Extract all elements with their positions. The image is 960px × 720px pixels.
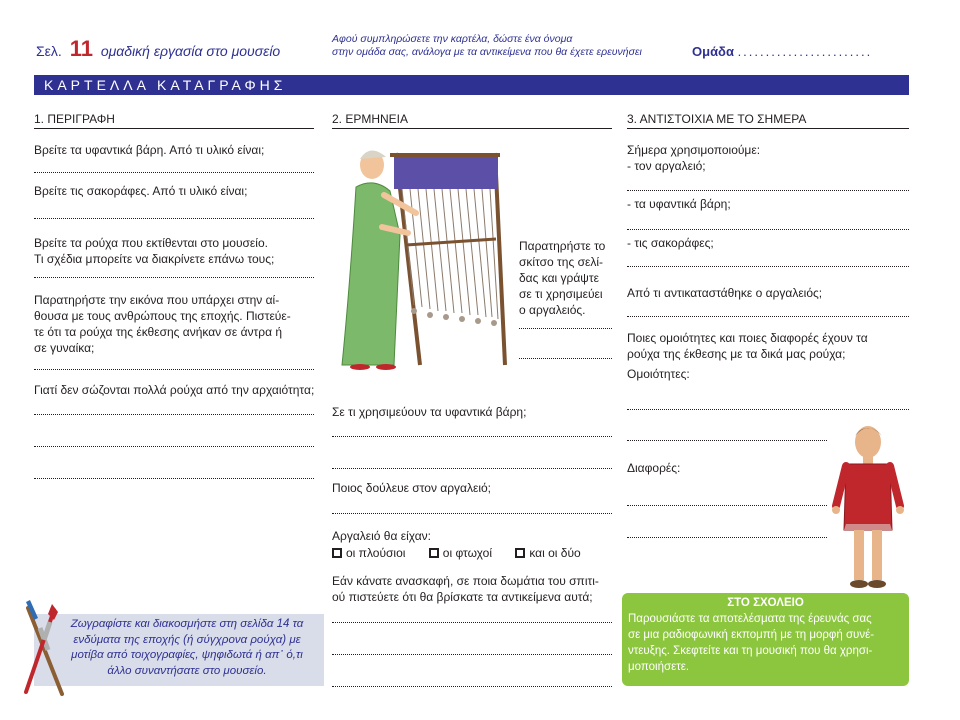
col3-heading: 3. ΑΝΤΙΣΤΟΙΧΙΑ ΜΕ ΤΟ ΣΗΜΕΡΑ — [627, 112, 807, 126]
answer-line[interactable] — [332, 468, 612, 469]
checkbox-icon[interactable] — [515, 548, 525, 558]
col2-rule — [332, 128, 612, 129]
page-number: 11 — [69, 36, 93, 61]
card-banner: ΚΑΡΤΕΛΛΑ ΚΑΤΑΓΡΑΦΗΣ — [34, 75, 909, 95]
answer-line[interactable] — [627, 537, 827, 538]
answer-line[interactable] — [627, 190, 909, 191]
team-dots: ........................ — [737, 44, 873, 59]
answer-line[interactable] — [332, 513, 612, 514]
col3-similarities: Ομοιότητες: — [627, 367, 690, 381]
col1-q5: Γιατί δεν σώζονται πολλά ρούχα από την αρχαιότητα; — [34, 383, 315, 397]
loom-woman-illustration — [330, 135, 510, 375]
col1-q4: Παρατηρήστε την εικόνα που υπάρχει στην αί- θουσα με τους ανθρώπους της εποχής. Πιστεύε- τε ότι τα ρούχα της έκθεσης ανήκαν σε άντρα ή σε γυναίκα; — [34, 293, 291, 355]
team-label: Ομάδα — [692, 44, 734, 59]
answer-line[interactable] — [34, 446, 314, 447]
at-school-title: ΣΤΟ ΣΧΟΛΕΙΟ — [727, 597, 804, 609]
col2-options — [332, 545, 581, 561]
checkbox-poor[interactable]: οι φτωχοί — [429, 546, 492, 560]
page-title: ομαδική εργασία στο μουσείο — [100, 43, 281, 59]
answer-line[interactable] — [34, 478, 314, 479]
col3-rule — [627, 128, 909, 129]
col1-q1: Βρείτε τα υφαντικά βάρη. Από τι υλικό είναι; — [34, 143, 265, 157]
answer-line[interactable] — [627, 505, 827, 506]
answer-line[interactable] — [627, 316, 909, 317]
answer-line[interactable] — [34, 277, 314, 278]
page-header — [36, 36, 280, 62]
col2-q2: Ποιος δούλευε στον αργαλειό; — [332, 481, 492, 495]
col1-q3: Βρείτε τα ρούχα που εκτίθενται στο μουσείο. Τι σχέδια μπορείτε να διακρίνετε επάνω τους; — [34, 236, 275, 266]
answer-line[interactable] — [34, 414, 314, 415]
team-name-field[interactable] — [692, 44, 872, 59]
answer-line[interactable] — [627, 266, 909, 267]
col3-q2: Ποιες ομοιότητες και ποιες διαφορές έχουν τα ρούχα της έκθεσης με τα δικά μας ρούχα; — [627, 331, 868, 361]
col3-differences: Διαφορές: — [627, 461, 681, 475]
header-instructions: Αφού συμπληρώσετε την καρτέλα, δώστε ένα όνομα στην ομάδα σας, ανάλογα με τα αντικείμενα που θα έχετε ερευνήσει — [332, 33, 642, 58]
answer-line[interactable] — [627, 229, 909, 230]
answer-line[interactable] — [332, 622, 612, 623]
drawing-instruction-text: Ζωγραφίστε και διακοσμήστε στη σελίδα 14 τα ενδύματα της εποχής (ή σύγχρονα ρούχα) με μοτίβα από τοιχογραφίες, ψηφιδωτά ή απ᾽ ό,τι άλλο συναντήσατε στο μουσείο. — [70, 618, 304, 677]
answer-line[interactable] — [627, 409, 909, 410]
answer-line[interactable] — [627, 440, 827, 441]
answer-line[interactable] — [34, 369, 314, 370]
answer-line[interactable] — [519, 328, 612, 329]
col1-heading: 1. ΠΕΡΙΓΡΑΦΗ — [34, 112, 115, 126]
col3-i2: - τα υφαντικά βάρη; — [627, 197, 731, 211]
col2-q3: Αργαλειό θα είχαν: — [332, 529, 431, 543]
page-prefix: Σελ. — [36, 43, 62, 59]
col2-q4: Εάν κάνατε ανασκαφή, σε ποια δωμάτια του σπιτι- ού πιστεύετε ότι θα βρίσκατε τα αντικείμενα αυτά; — [332, 574, 599, 604]
checkbox-both[interactable]: και οι δύο — [515, 546, 580, 560]
col2-q1: Σε τι χρησιμεύουν τα υφαντικά βάρη; — [332, 405, 527, 419]
col1-rule — [34, 128, 314, 129]
col2-side-text: Παρατηρήστε το σκίτσο της σελί- δας και γράψτε σε τι χρησιμεύει ο αργαλειός. — [519, 239, 606, 317]
answer-line[interactable] — [332, 654, 612, 655]
col3-intro: Σήμερα χρησιμοποιούμε: - τον αργαλειό; — [627, 143, 761, 173]
answer-line[interactable] — [34, 218, 314, 219]
boy-figure-illustration — [828, 420, 908, 595]
checkbox-icon[interactable] — [332, 548, 342, 558]
at-school-text: Παρουσιάστε τα αποτελέσματα της έρευνάς σας σε μια ραδιοφωνική εκπομπή με τη μορφή συνέ- ντευξης. Σκεφτείτε και τη μουσική που θα χρησι- μοποιήσετε. — [628, 613, 875, 673]
col3-q1: Από τι αντικαταστάθηκε ο αργαλειός; — [627, 286, 823, 300]
checkbox-rich[interactable]: οι πλούσιοι — [332, 546, 405, 560]
answer-line[interactable] — [519, 358, 612, 359]
checkbox-icon[interactable] — [429, 548, 439, 558]
col1-q2: Βρείτε τις σακοράφες. Από τι υλικό είναι; — [34, 184, 248, 198]
answer-line[interactable] — [332, 686, 612, 687]
col2-heading: 2. ΕΡΜΗΝΕΙΑ — [332, 112, 409, 126]
col3-i3: - τις σακοράφες; — [627, 236, 714, 250]
answer-line[interactable] — [34, 172, 314, 173]
at-school-box — [622, 593, 909, 686]
answer-line[interactable] — [332, 436, 612, 437]
